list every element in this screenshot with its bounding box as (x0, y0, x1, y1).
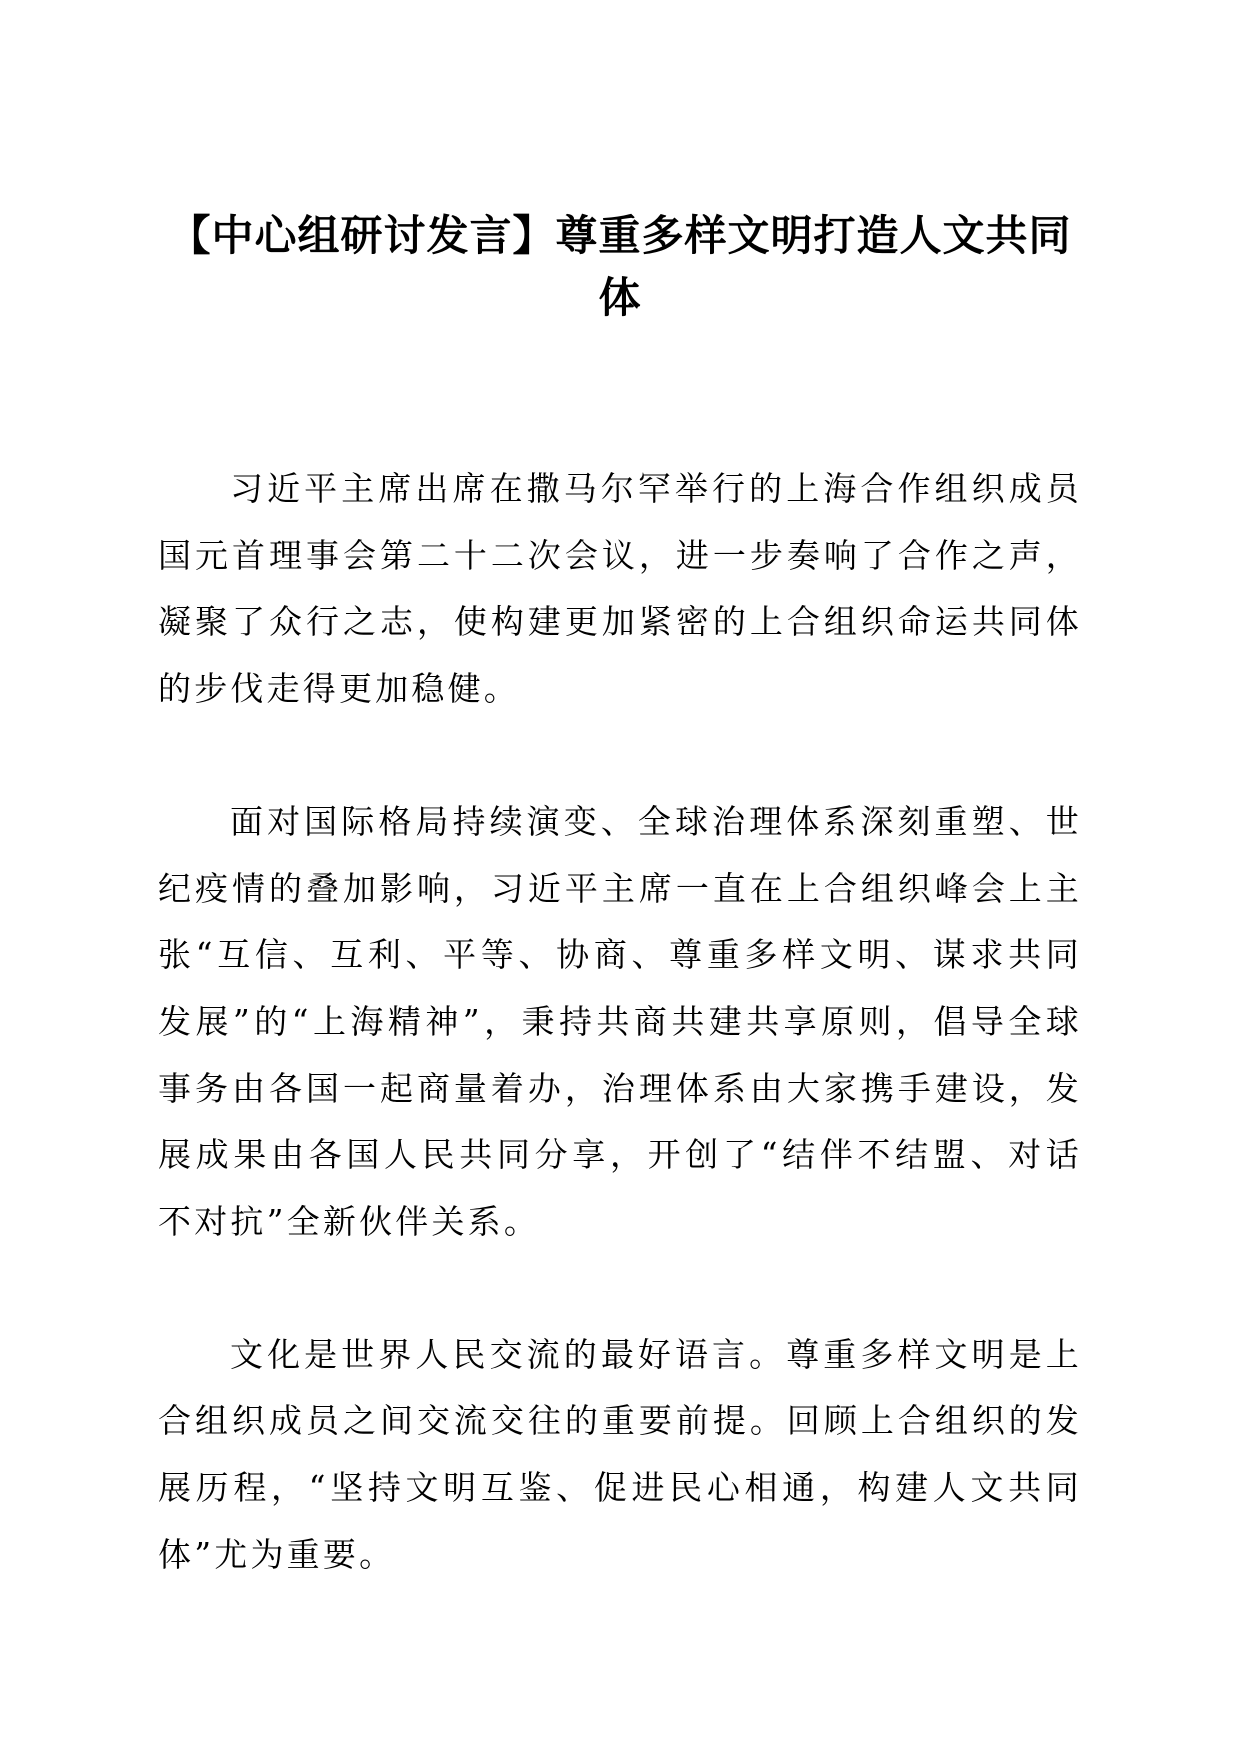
paragraph-1: 习近平主席出席在撒马尔罕举行的上海合作组织成员国元首理事会第二十二次会议，进一步奏响了合作之声，凝聚了众行之志，使构建更加紧密的上合组织命运共同体的步伐走得更加稳健。 (158, 469, 1082, 709)
document-body (158, 456, 1082, 1655)
paragraph-3: 文化是世界人民交流的最好语言。尊重多样文明是上合组织成员之间交流交往的重要前提。回顾上合组织的发展历程，“坚持文明互鉴、促进民心相通，构建人文共同体”尤为重要。 (158, 1334, 1082, 1574)
paragraph-2: 面对国际格局持续演变、全球治理体系深刻重塑、世纪疫情的叠加影响，习近平主席一直在上合组织峰会上主张“互信、互利、平等、协商、尊重多样文明、谋求共同发展”的“上海精神”，秉持共商共建共享原则，倡导全球事务由各国一起商量着办，治理体系由大家携手建设，发展成果由各国人民共同分享，开创了“结伴不结盟、对话不对抗”全新伙伴关系。 (158, 801, 1082, 1242)
document-title: 【中心组研讨发言】尊重多样文明打造人文共同体 (168, 211, 1072, 322)
